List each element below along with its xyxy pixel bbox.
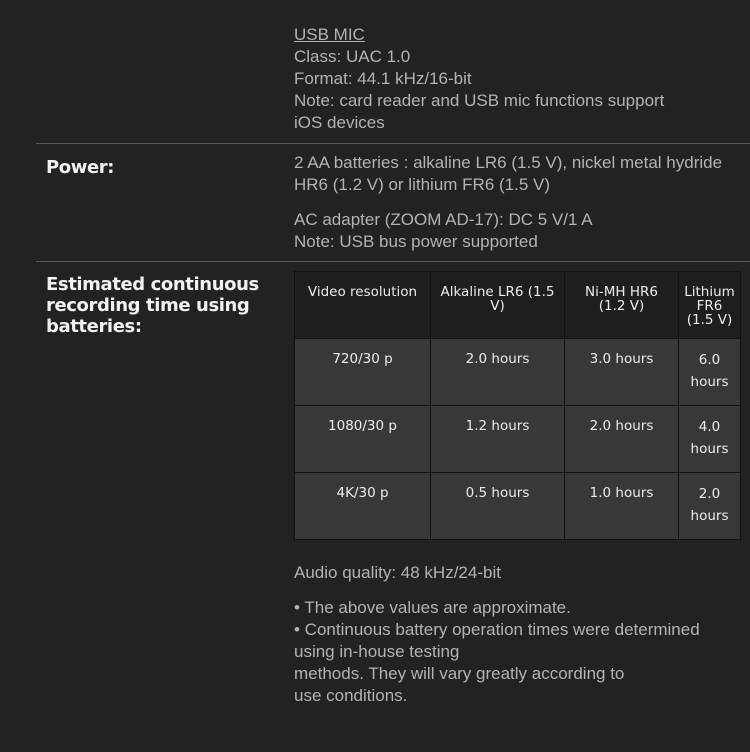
battery-time-table (294, 271, 741, 540)
note-conditions: use conditions. (294, 686, 408, 705)
cell-alkaline: 0.5 hours (431, 473, 565, 540)
cell-lithium-value: 2.0 (698, 486, 721, 502)
cell-alkaline: 2.0 hours (431, 339, 565, 406)
note-testing: • Continuous battery operation times were determined (294, 620, 700, 639)
cell-lithium-unit: hours (690, 508, 729, 524)
header-lithium (679, 272, 741, 339)
table-row (295, 406, 741, 473)
power-batteries: 2 AA batteries : alkaline LR6 (1.5 V), nickel metal hydride (294, 153, 723, 172)
battery-time-label-line2: recording time using (46, 295, 250, 316)
cell-resolution: 1080/30 p (295, 406, 431, 473)
header-alkaline-line1: Alkaline LR6 (1.5 (440, 284, 555, 300)
header-lithium-line3: (1.5 V) (686, 312, 733, 328)
cell-nimh: 2.0 hours (565, 406, 679, 473)
cell-resolution: 4K/30 p (295, 473, 431, 540)
cell-lithium (679, 339, 741, 406)
cell-lithium-value: 6.0 (698, 352, 721, 368)
cell-nimh: 3.0 hours (565, 339, 679, 406)
cell-alkaline: 1.2 hours (431, 406, 565, 473)
spec-sheet (36, 0, 750, 752)
note-testing-cont: using in-house testing (294, 642, 460, 661)
cell-nimh: 1.0 hours (565, 473, 679, 540)
cut-off-text-fragment (294, 0, 534, 2)
table-header-row (295, 272, 741, 339)
battery-time-label (46, 274, 266, 337)
usb-mic-note-cont: iOS devices (294, 113, 385, 132)
header-nimh-line2: (1.2 V) (598, 298, 645, 314)
usb-mic-class: Class: UAC 1.0 (294, 47, 411, 66)
power-value (294, 152, 750, 253)
header-alkaline (431, 272, 565, 339)
usb-mic-format: Format: 44.1 kHz/16-bit (294, 69, 472, 88)
battery-time-label-line3: batteries: (46, 316, 142, 337)
table-row (295, 473, 741, 540)
note-methods: methods. They will vary greatly according to (294, 664, 625, 683)
cell-lithium (679, 406, 741, 473)
usb-mic-title: USB MIC (294, 25, 365, 44)
power-batteries-cont: HR6 (1.2 V) or lithium FR6 (1.5 V) (294, 175, 551, 194)
cell-resolution: 720/30 p (295, 339, 431, 406)
header-video-resolution: Video resolution (295, 272, 431, 339)
spec-row-usb-mic (36, 0, 750, 144)
battery-notes (294, 562, 750, 707)
spec-row-battery-time (36, 262, 750, 752)
header-lithium-line1: Lithium (684, 284, 735, 300)
usb-mic-value (294, 24, 750, 134)
power-usb-bus: Note: USB bus power supported (294, 232, 538, 251)
note-approximate: • The above values are approximate. (294, 598, 571, 617)
cell-lithium-unit: hours (690, 441, 729, 457)
power-ac-adapter: AC adapter (ZOOM AD-17): DC 5 V/1 A (294, 210, 593, 229)
header-nimh-line1: Ni-MH HR6 (585, 284, 658, 300)
header-nimh (565, 272, 679, 339)
cell-lithium-unit: hours (690, 374, 729, 390)
power-label: Power: (46, 157, 115, 178)
header-lithium-line2: FR6 (696, 298, 723, 314)
cell-lithium-value: 4.0 (698, 419, 721, 435)
battery-time-label-line1: Estimated continuous (46, 274, 259, 295)
cell-lithium (679, 473, 741, 540)
usb-mic-note: Note: card reader and USB mic functions support (294, 91, 665, 110)
spec-row-power (36, 144, 750, 262)
audio-quality: Audio quality: 48 kHz/24-bit (294, 563, 501, 582)
table-row (295, 339, 741, 406)
header-alkaline-line2: V) (490, 298, 505, 314)
